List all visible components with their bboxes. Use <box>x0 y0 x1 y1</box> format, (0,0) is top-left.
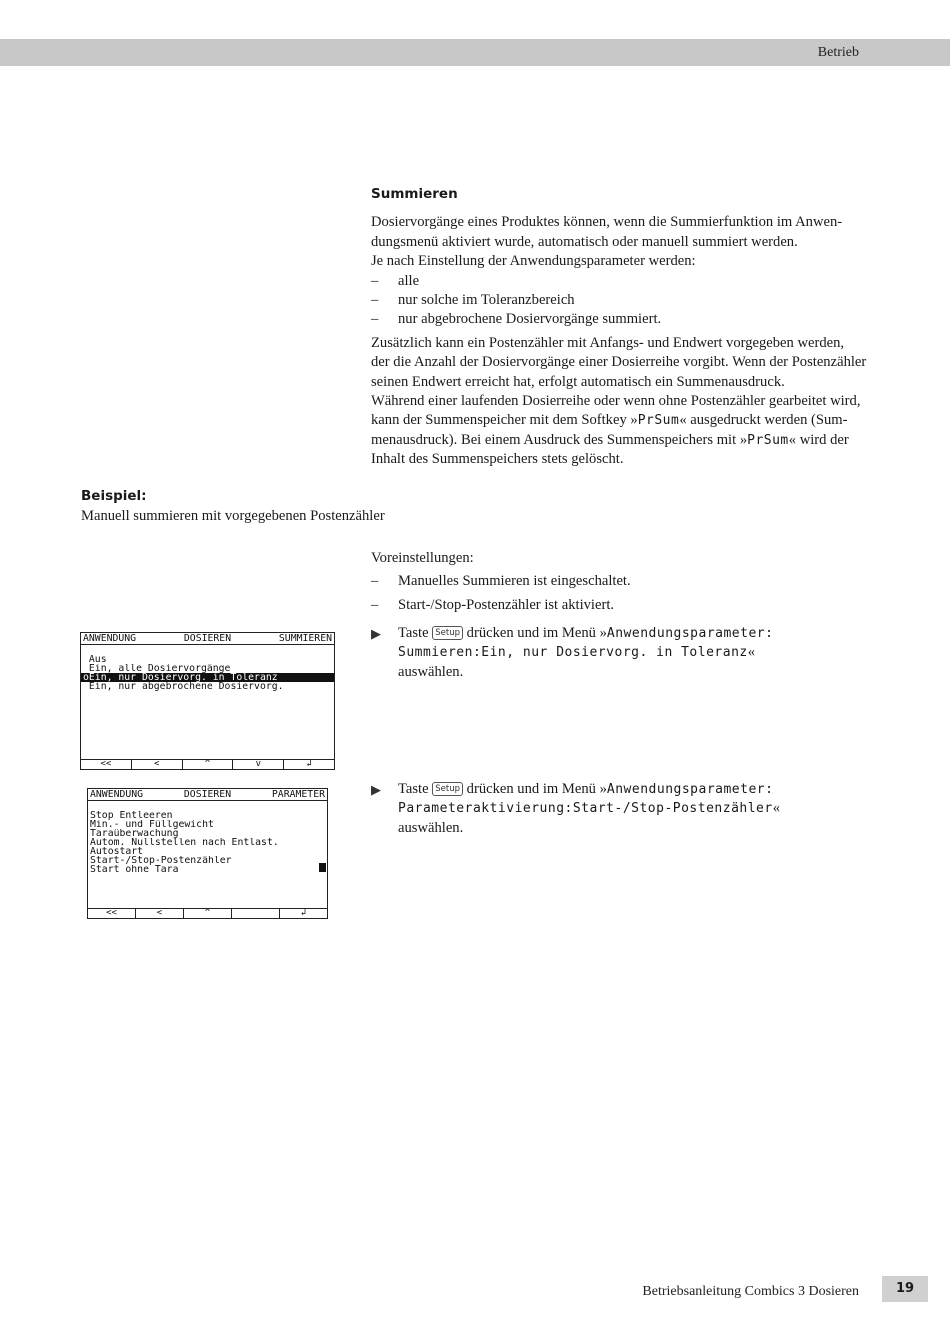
para2-line: der die Anzahl der Dosiervorgänge einer Dosierreihe vorgibt. Wenn der Postenzähler <box>371 354 867 371</box>
softkey-prsum: PrSum <box>637 413 680 429</box>
header-bar <box>0 39 950 66</box>
lcd-softkey-bar <box>88 908 327 918</box>
lcd-menu-item: Start ohne Tara <box>90 865 179 874</box>
section-label: Betrieb <box>817 45 859 60</box>
step-2: ▶ Taste Setup drücken und im Menü »Anwendungsparameter: Parameteraktivierung:Start-/Stop-Postenzähler« auswählen. <box>371 780 916 838</box>
example-text: Manuell summieren mit vorgegebenen Postenzähler <box>81 507 385 524</box>
presets-label: Voreinstellungen: <box>371 550 474 566</box>
lcd-screen-parameter <box>87 788 328 919</box>
lcd-menu-item: Taraüberwachung <box>90 829 179 838</box>
lcd-menu-item: Stop Entleeren <box>90 811 173 820</box>
presets-section <box>371 549 916 615</box>
lcd-menu-item: Autostart <box>90 847 144 856</box>
step-arrow-icon: ▶ <box>371 626 381 641</box>
step-arrow-icon: ▶ <box>371 782 381 797</box>
para2-line: Zusätzlich kann ein Postenzähler mit Anfangs- und Endwert vorgegeben werden, <box>371 334 845 351</box>
lcd-menu-item: Aus <box>83 655 107 664</box>
page-number: 19 <box>882 1276 928 1302</box>
setup-key-icon: Setup <box>432 626 463 640</box>
intro-line-3: Je nach Einstellung der Anwendungsparameter werden: <box>371 253 696 270</box>
intro-line-1: Dosiervorgänge eines Produktes können, wenn die Summierfunktion im Anwen- <box>371 214 843 231</box>
softkey-back-all: << <box>88 909 136 918</box>
softkey-back-all: << <box>81 760 132 769</box>
lcd-menu-item: Min.- und Füllgewicht <box>90 820 214 829</box>
para2-line: menausdruck). Bei einem Ausdruck des Summenspeichers mit »PrSum« wird der <box>371 431 849 448</box>
list-item: – nur solche im Toleranzbereich <box>371 292 575 309</box>
lcd-menu-item: Autom. Nullstellen nach Entlast. <box>90 838 279 847</box>
softkey-up: ^ <box>183 760 234 769</box>
para2-line: seinen Endwert erreicht hat, erfolgt automatisch ein Summenausdruck. <box>371 373 785 390</box>
lcd-cursor <box>319 863 326 872</box>
intro-line-2: dungsmenü aktiviert wurde, automatisch oder manuell summiert werden. <box>371 233 798 250</box>
list-item: – alle <box>371 272 420 289</box>
softkey-up: ^ <box>184 909 232 918</box>
setup-key-icon: Setup <box>432 782 463 796</box>
softkey-back: < <box>136 909 184 918</box>
list-item: – Manuelles Summieren ist eingeschaltet. <box>371 573 631 590</box>
step-1: ▶ Taste Setup drücken und im Menü »Anwendungsparameter: Summieren:Ein, nur Dosiervorg. in Toleranz« auswählen. <box>371 624 916 682</box>
softkey-enter: ↲ <box>300 908 307 918</box>
list-item: – Start-/Stop-Postenzähler ist aktiviert. <box>371 596 615 613</box>
example-block <box>81 487 385 526</box>
lcd-title: ANWENDUNG DOSIEREN PARAMETER <box>90 789 325 800</box>
footer-doc-title: Betriebsanleitung Combics 3 Dosieren <box>642 1284 859 1299</box>
example-label: Beispiel: <box>81 488 147 504</box>
lcd-menu-item-selected: oEin, nur Dosiervorg. in Toleranz <box>81 673 334 682</box>
softkey-empty <box>232 909 280 918</box>
para2-line: kann der Summenspeicher mit dem Softkey »PrSum« ausgedruckt werden (Sum- <box>371 412 848 429</box>
softkey-prsum: PrSum <box>747 432 789 448</box>
list-item: – nur abgebrochene Dosiervorgänge summiert. <box>371 311 662 328</box>
lcd-menu-item: Start-/Stop-Postenzähler <box>90 856 232 865</box>
lcd-softkey-bar <box>81 759 334 769</box>
para2-line: Inhalt des Summenspeichers stets gelöscht. <box>371 451 624 468</box>
lcd-menu-item: Ein, nur abgebrochene Dosiervorg. <box>83 682 284 691</box>
section-heading: Summieren <box>371 186 458 202</box>
softkey-down: v <box>233 760 284 769</box>
lcd-screen-summieren <box>80 632 335 770</box>
softkey-enter: ↲ <box>306 759 312 769</box>
lcd-title: ANWENDUNG DOSIEREN SUMMIEREN <box>83 633 332 644</box>
softkey-back: < <box>132 760 183 769</box>
para2-line: Während einer laufenden Dosierreihe oder wenn ohne Postenzähler gearbeitet wird, <box>371 393 861 410</box>
summieren-section <box>371 185 916 470</box>
lcd-menu-item: Ein, alle Dosiervorgänge <box>83 664 231 673</box>
